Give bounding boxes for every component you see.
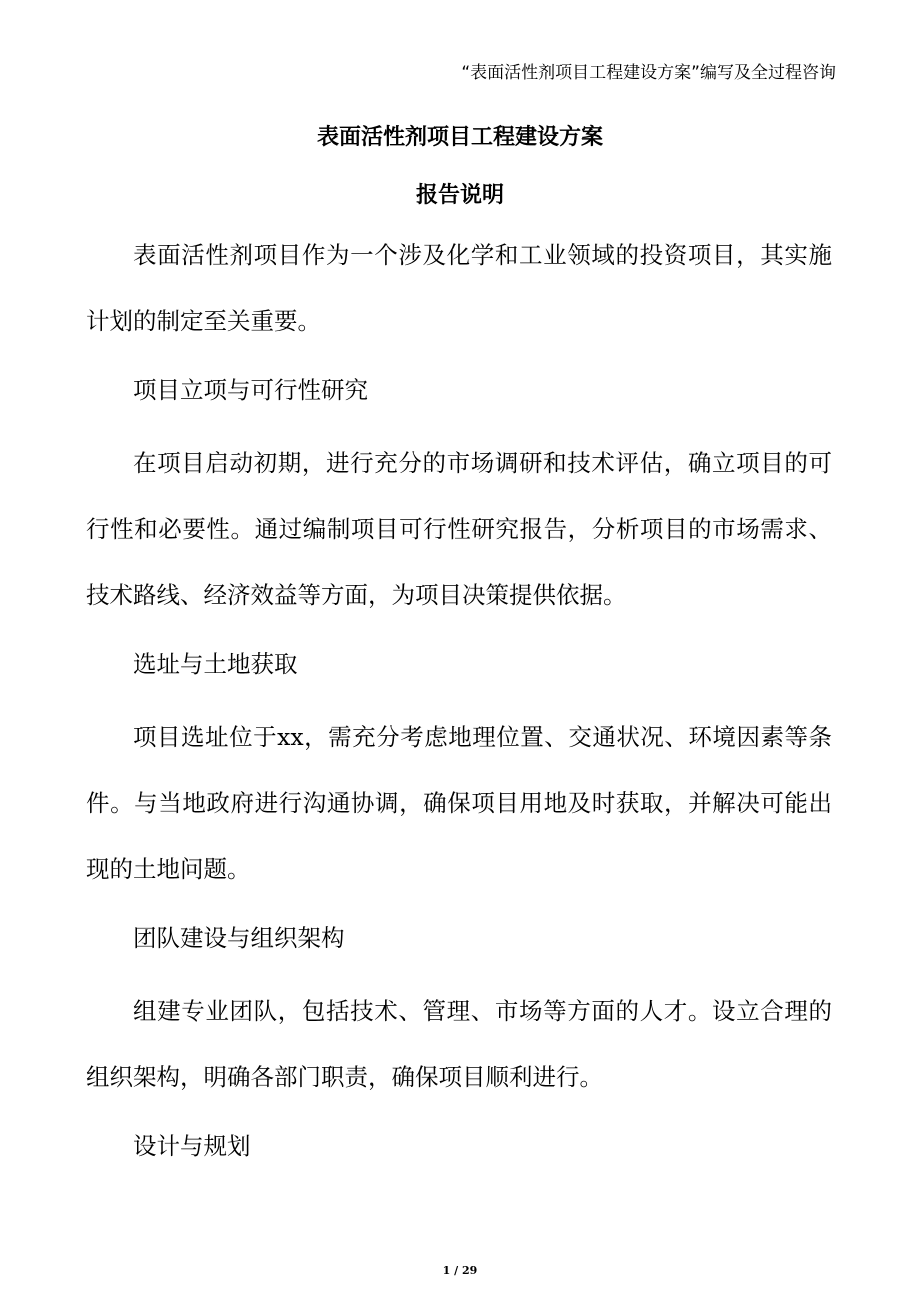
document-body <box>86 222 832 1186</box>
page-number: 1 / 29 <box>442 1264 478 1277</box>
section-heading-site-selection: 选址与土地获取 <box>133 650 298 678</box>
paragraph-intro: 表面活性剂项目作为一个涉及化学和工业领域的投资项目，其实施计划的制定至关重要。 <box>86 241 832 335</box>
section-heading-design: 设计与规划 <box>133 1132 251 1160</box>
section-heading-team: 团队建设与组织架构 <box>133 924 345 952</box>
paragraph-site-selection: 项目选址位于xx，需充分考虑地理位置、交通状况、环境因素等条件。与当地政府进行沟通协调，确保项目用地及时获取，并解决可能出现的土地问题。 <box>86 723 832 883</box>
document-title: 表面活性剂项目工程建设方案 <box>316 125 603 150</box>
header-note: “表面活性剂项目工程建设方案”编写及全过程咨询 <box>461 63 836 83</box>
paragraph-feasibility: 在项目启动初期，进行充分的市场调研和技术评估，确立项目的可行性和必要性。通过编制项目可行性研究报告，分析项目的市场需求、技术路线、经济效益等方面，为项目决策提供依据。 <box>86 449 832 609</box>
document-subtitle: 报告说明 <box>415 183 504 208</box>
paragraph-team: 组建专业团队，包括技术、管理、市场等方面的人才。设立合理的组织架构，明确各部门职责，确保项目顺利进行。 <box>86 997 832 1091</box>
section-heading-feasibility: 项目立项与可行性研究 <box>133 376 368 404</box>
